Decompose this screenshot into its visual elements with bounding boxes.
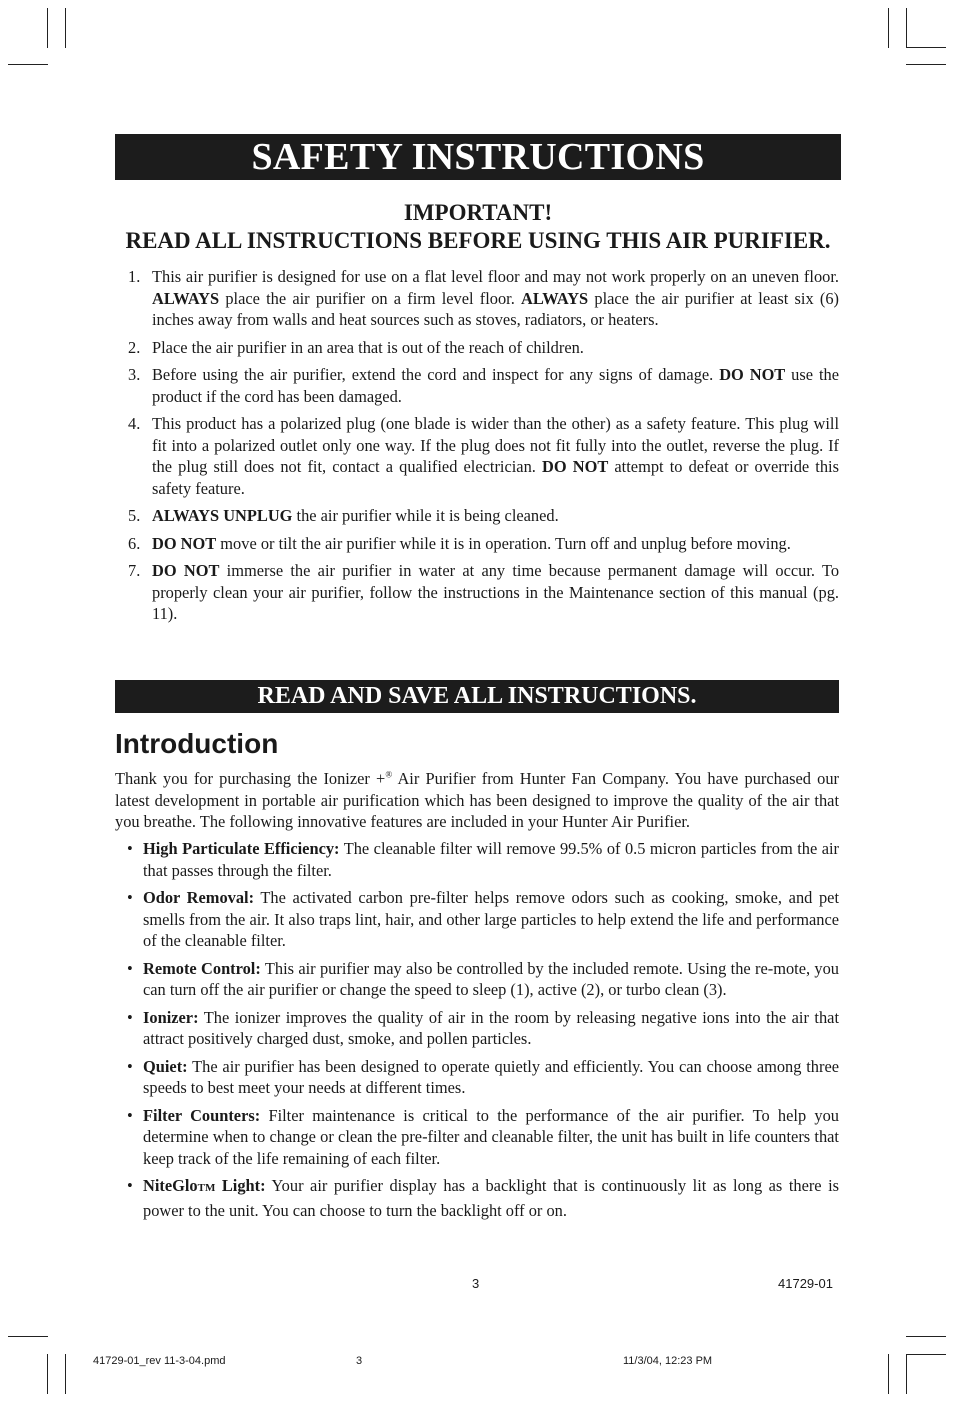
introduction-heading: Introduction xyxy=(115,728,279,759)
safety-item xyxy=(115,364,839,407)
safety-text: ALWAYS xyxy=(521,288,589,308)
safety-item xyxy=(115,505,839,527)
feature-item xyxy=(115,838,839,881)
crop-mark xyxy=(47,8,48,48)
registered-mark: ® xyxy=(385,769,393,780)
feature-item xyxy=(115,1007,839,1050)
feature-text: The air purifier has been designed to operate quietly and efficiently. You can choose among three speeds to best meet your needs at different times. xyxy=(143,1056,839,1097)
safety-item xyxy=(115,560,839,625)
page-number: 3 xyxy=(472,1276,480,1291)
feature-marker: • xyxy=(127,888,133,907)
crop-mark xyxy=(906,47,946,48)
safety-item xyxy=(115,533,839,555)
slug-page: 3 xyxy=(356,1355,363,1367)
feature-marker: • xyxy=(127,1176,133,1195)
feature-marker: • xyxy=(127,1056,133,1076)
safety-list xyxy=(115,266,839,631)
feature-text: The activated carbon pre-filter helps remove odors such as cooking, smoke, and pet smells from the air. It also traps lint, hair, and other large particles to help extend the life and performance of the cleanable filter. xyxy=(143,888,840,950)
safety-text: DO NOT xyxy=(152,561,220,580)
crop-mark xyxy=(8,1336,48,1337)
safety-text: place the air purifier at least six (6) inches away from walls and heat sources such as stoves, radiators, or heaters. xyxy=(152,288,839,329)
crop-mark xyxy=(906,1354,907,1394)
feature-text: This air purifier may also be controlled by the included remote. Using the re-mote, you can turn off the air purifier or change the speed to sleep (1), active (2), or turbo clean (3). xyxy=(143,958,839,999)
feature-text: The ionizer improves the quality of air in the room by releasing negative ions into the air that attract positively charged dust, smoke, and pollen particles. xyxy=(143,1007,839,1048)
feature-text: Filter Counters: xyxy=(143,1105,261,1125)
safety-marker: 3. xyxy=(128,365,141,384)
safety-text: use the product if the cord has been damaged. xyxy=(152,365,839,406)
crop-mark xyxy=(65,1354,66,1394)
safety-text: This product has a polarized plug (one blade is wider than the other) as a safety feature. This plug will fit into a polarized outlet only one way. If the plug does not fit fully into the outlet, reverse the plug. If the plug still does not fit, contact a qualified electrician. xyxy=(152,414,839,476)
slug-date: 11/3/04, 12:23 PM xyxy=(623,1355,713,1367)
crop-mark xyxy=(888,8,889,48)
safety-marker: 1. xyxy=(128,267,141,286)
safety-text: the air purifier while it is being cleaned. xyxy=(292,506,559,525)
feature-text: Quiet: xyxy=(143,1056,188,1076)
safety-text: ALWAYS xyxy=(152,288,220,308)
crop-mark xyxy=(65,8,66,48)
feature-marker: • xyxy=(127,839,133,858)
safety-text: DO NOT xyxy=(542,457,609,476)
safety-text: This air purifier is designed for use on a flat level floor and may not work properly on an uneven floor. xyxy=(152,267,839,286)
safety-text: DO NOT xyxy=(719,365,786,384)
important-subheading: READ ALL INSTRUCTIONS BEFORE USING THIS AIR PURIFIER. xyxy=(125,228,831,253)
feature-text: The cleanable filter will remove 99.5% of 0.5 micron particles from the air that passes through the filter. xyxy=(143,839,839,880)
feature-item xyxy=(115,1056,839,1099)
feature-marker: • xyxy=(127,1007,133,1027)
safety-item xyxy=(115,266,839,331)
safety-text: attempt to defeat or override this safety feature. xyxy=(152,457,839,498)
safety-text: ALWAYS UNPLUG xyxy=(152,506,293,525)
intro-text-start: Thank you for purchasing the Ionizer + xyxy=(115,769,386,788)
page-title: SAFETY INSTRUCTIONS xyxy=(115,134,841,180)
save-instructions-banner: READ AND SAVE ALL INSTRUCTIONS. xyxy=(115,680,839,713)
feature-item xyxy=(115,1175,839,1221)
intro-text-rest: Air Purifier from Hunter Fan Company. You have purchased our latest development in portable air purification which has been designed to improve the quality of the air that you breathe. The following innovative features are included in your Hunter Air Purifier. xyxy=(115,769,839,831)
feature-item xyxy=(115,1105,839,1170)
safety-text: Place the air purifier in an area that is out of the reach of children. xyxy=(152,337,584,357)
safety-text: DO NOT xyxy=(152,533,217,553)
safety-marker: 6. xyxy=(128,533,141,553)
important-heading: IMPORTANT! xyxy=(403,200,553,225)
feature-text: Filter maintenance is critical to the performance of the air purifier. To help you determine when to change or clean the pre-filter and cleanable filter, the unit has built in life counters that keep track of the life remaining of each filter. xyxy=(143,1105,839,1168)
crop-mark xyxy=(888,1354,889,1394)
safety-text: place the air purifier on a firm level floor. xyxy=(219,288,522,308)
introduction-paragraph xyxy=(115,768,839,833)
safety-marker: 4. xyxy=(128,414,141,433)
feature-text: Your air purifier display has a backlight that is continuously lit as long as there is power to the unit. You can choose to turn the backlight off or on. xyxy=(143,1176,840,1220)
feature-list xyxy=(115,838,839,1227)
safety-marker: 7. xyxy=(128,561,141,580)
safety-text: move or tilt the air purifier while it is in operation. Turn off and unplug before moving. xyxy=(216,533,791,553)
feature-item xyxy=(115,958,839,1001)
crop-mark xyxy=(47,1354,48,1394)
feature-marker: • xyxy=(127,958,133,978)
feature-text: Odor Removal: xyxy=(143,888,255,907)
safety-item xyxy=(115,337,839,359)
feature-text: Remote Control: xyxy=(143,958,261,978)
safety-marker: 5. xyxy=(128,506,141,525)
crop-mark xyxy=(906,64,946,65)
feature-text: TM xyxy=(197,1182,216,1194)
safety-marker: 2. xyxy=(128,337,141,357)
feature-text: Ionizer: xyxy=(143,1007,199,1027)
feature-item xyxy=(115,887,839,952)
document-code: 41729-01 xyxy=(778,1276,833,1291)
feature-text: High Particulate Efficiency: xyxy=(143,839,340,858)
crop-mark xyxy=(8,64,48,65)
crop-mark xyxy=(906,1354,946,1355)
safety-item xyxy=(115,413,839,499)
crop-mark xyxy=(906,1336,946,1337)
feature-text: NiteGlo xyxy=(143,1176,198,1195)
feature-marker: • xyxy=(127,1105,133,1125)
feature-text: Light: xyxy=(215,1176,266,1195)
crop-mark xyxy=(906,8,907,48)
safety-text: immerse the air purifier in water at any time because permanent damage will occur. To properly clean your air purifier, follow the instructions in the Maintenance section of this manual (pg. 11). xyxy=(152,561,840,623)
safety-text: Before using the air purifier, extend the cord and inspect for any signs of damage. xyxy=(152,365,720,384)
slug-filename: 41729-01_rev 11-3-04.pmd xyxy=(93,1355,226,1367)
